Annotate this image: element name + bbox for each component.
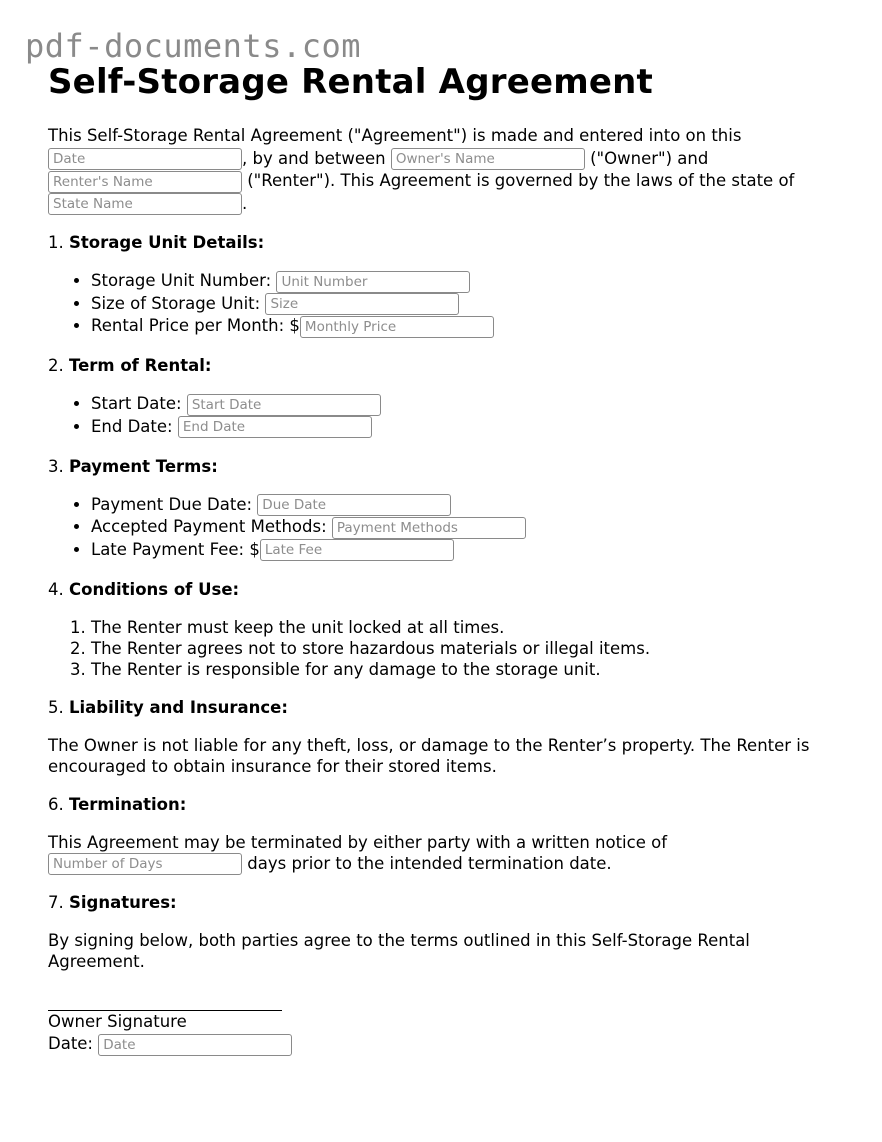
notice-days-field[interactable]	[48, 853, 242, 875]
list-item: 2. The Renter agrees not to store hazardous materials or illegal items.	[91, 638, 848, 659]
list-item	[91, 293, 848, 316]
page-title: Self-Storage Rental Agreement	[48, 62, 653, 102]
term-list	[48, 393, 848, 438]
payment-list	[48, 494, 848, 562]
unit-number-field[interactable]	[276, 271, 470, 293]
late-fee-label: Late Payment Fee: $	[91, 539, 260, 559]
monthly-price-field[interactable]	[300, 316, 494, 338]
document	[48, 60, 848, 1056]
due-date-field[interactable]	[257, 494, 451, 516]
section-heading-liability	[48, 697, 848, 719]
section-number: 4.	[48, 579, 64, 599]
due-date-label: Payment Due Date:	[91, 494, 253, 514]
section-title: Conditions of Use:	[69, 579, 240, 599]
section-heading-storage-unit	[48, 232, 848, 254]
section-number: 6.	[48, 794, 64, 814]
termination-text	[48, 832, 848, 876]
section-title: Signatures:	[69, 893, 177, 913]
section-title: Payment Terms:	[69, 456, 218, 476]
liability-text: The Owner is not liable for any theft, loss, or damage to the Renter’s property. The Renter is encouraged to obtain insurance for their stored items.	[48, 735, 810, 776]
conditions-list	[48, 617, 848, 680]
section-title: Liability and Insurance:	[69, 697, 288, 717]
payment-methods-field[interactable]	[332, 517, 526, 539]
termination-text-2: days prior to the intended termination date.	[247, 853, 612, 873]
section-number: 5.	[48, 697, 64, 717]
list-item	[91, 270, 848, 293]
watermark: pdf-documents.com	[25, 27, 362, 65]
signature-date-label: Date:	[48, 1034, 93, 1054]
section-heading-conditions	[48, 579, 848, 601]
list-item	[91, 494, 848, 517]
section-number: 1.	[48, 233, 64, 252]
intro-text-2: , by and between	[242, 148, 386, 168]
list-item	[91, 539, 848, 562]
section-heading-payment	[48, 456, 848, 478]
intro-text-3: ("Owner") and	[590, 148, 709, 168]
state-name-field[interactable]	[48, 193, 242, 215]
section-title: Term of Rental:	[69, 356, 212, 376]
section-heading-termination	[48, 794, 848, 816]
agreement-date-field[interactable]	[48, 148, 242, 170]
list-item	[91, 416, 848, 439]
monthly-price-label: Rental Price per Month: $	[91, 316, 300, 336]
section-number: 2.	[48, 356, 64, 376]
list-item	[91, 516, 848, 539]
payment-methods-label: Accepted Payment Methods:	[91, 517, 327, 537]
intro-text-4: ("Renter"). This Agreement is governed by the laws of the state of	[247, 171, 795, 190]
list-item: 1. The Renter must keep the unit locked at all times.	[91, 617, 848, 638]
end-date-field[interactable]	[178, 416, 372, 438]
end-date-label: End Date:	[91, 416, 173, 436]
owner-signature-line[interactable]	[48, 998, 282, 1011]
late-fee-field[interactable]	[260, 539, 454, 561]
signature-date-row	[48, 1033, 848, 1056]
section-heading-signatures	[48, 892, 848, 914]
start-date-field[interactable]	[187, 394, 381, 416]
intro-paragraph	[48, 125, 848, 215]
owner-name-field[interactable]	[391, 148, 585, 170]
signature-date-field[interactable]	[98, 1034, 292, 1056]
section-title: Storage Unit Details:	[69, 233, 265, 252]
renter-name-field[interactable]	[48, 171, 242, 193]
list-item: 3. The Renter is responsible for any damage to the storage unit.	[91, 659, 848, 680]
unit-number-label: Storage Unit Number:	[91, 271, 272, 290]
intro-text-5: .	[242, 193, 248, 213]
owner-signature-label: Owner Signature	[48, 1012, 187, 1032]
termination-text-1: This Agreement may be terminated by either party with a written notice of	[48, 832, 667, 852]
section-number: 7.	[48, 893, 64, 913]
list-item	[91, 393, 848, 416]
list-item	[91, 315, 848, 338]
signatures-text: By signing below, both parties agree to the terms outlined in this Self-Storage Rental Agreement.	[48, 931, 750, 972]
unit-size-label: Size of Storage Unit:	[91, 293, 261, 313]
intro-text-1: This Self-Storage Rental Agreement ("Agreement") is made and entered into on this	[48, 126, 742, 145]
unit-size-field[interactable]	[265, 293, 459, 315]
storage-unit-list	[48, 270, 848, 338]
section-heading-term	[48, 355, 848, 377]
section-title: Termination:	[69, 794, 187, 814]
start-date-label: Start Date:	[91, 394, 182, 414]
section-number: 3.	[48, 456, 64, 476]
